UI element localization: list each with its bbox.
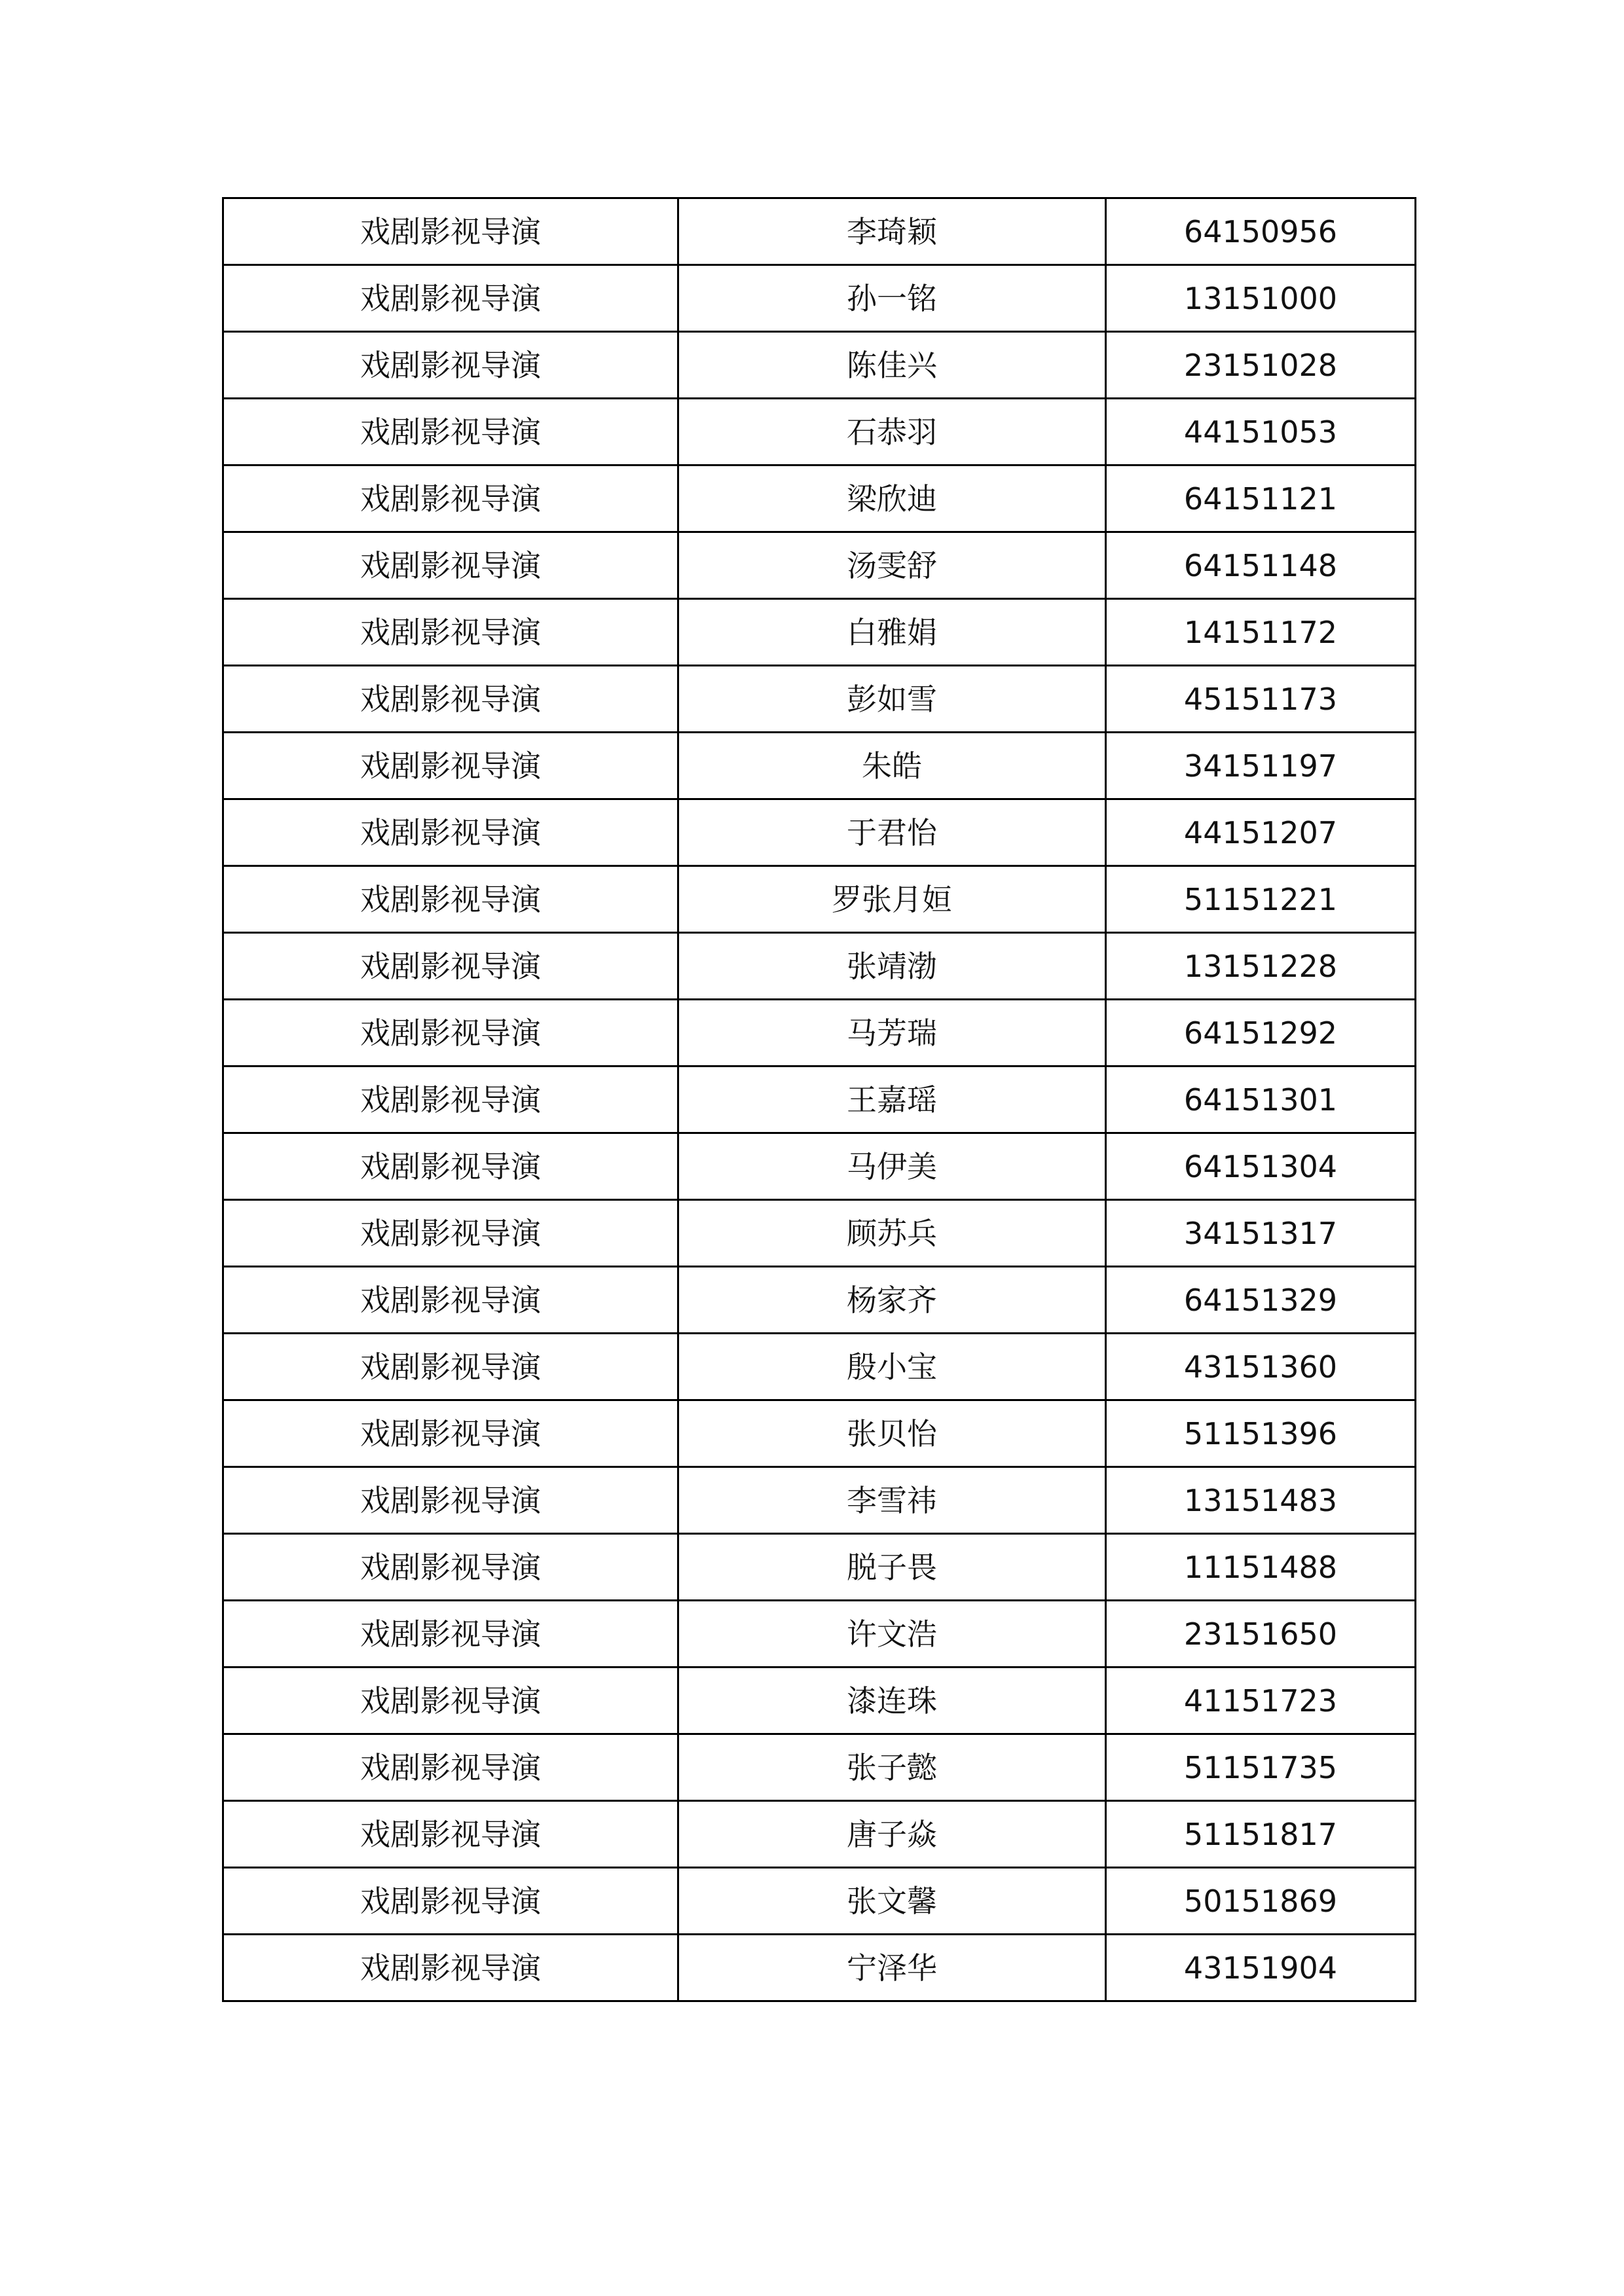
name-cell: 张子懿 <box>678 1734 1106 1801</box>
table-row <box>223 532 1416 599</box>
table-row <box>223 1868 1416 1935</box>
name-cell: 漆连珠 <box>678 1667 1106 1734</box>
id-cell: 64151304 <box>1106 1133 1416 1200</box>
table-row <box>223 1601 1416 1667</box>
major-cell: 戏剧影视导演 <box>223 1200 678 1267</box>
name-cell: 唐子焱 <box>678 1801 1106 1868</box>
table-row <box>223 1467 1416 1534</box>
id-cell: 51151735 <box>1106 1734 1416 1801</box>
id-cell: 14151172 <box>1106 599 1416 666</box>
id-cell: 64151121 <box>1106 465 1416 532</box>
table-row <box>223 1935 1416 2001</box>
candidate-table-body <box>223 198 1416 2001</box>
major-cell: 戏剧影视导演 <box>223 733 678 799</box>
name-cell: 白雅娟 <box>678 599 1106 666</box>
name-cell: 杨家齐 <box>678 1267 1106 1334</box>
major-cell: 戏剧影视导演 <box>223 1667 678 1734</box>
major-cell: 戏剧影视导演 <box>223 1467 678 1534</box>
major-cell: 戏剧影视导演 <box>223 1133 678 1200</box>
major-cell: 戏剧影视导演 <box>223 1000 678 1066</box>
name-cell: 许文浩 <box>678 1601 1106 1667</box>
major-cell: 戏剧影视导演 <box>223 1534 678 1601</box>
table-row <box>223 1000 1416 1066</box>
id-cell: 64151329 <box>1106 1267 1416 1334</box>
name-cell: 脱子畏 <box>678 1534 1106 1601</box>
id-cell: 23151028 <box>1106 332 1416 399</box>
id-cell: 51151396 <box>1106 1400 1416 1467</box>
major-cell: 戏剧影视导演 <box>223 933 678 1000</box>
major-cell: 戏剧影视导演 <box>223 799 678 866</box>
table-row <box>223 1267 1416 1334</box>
major-cell: 戏剧影视导演 <box>223 1601 678 1667</box>
name-cell: 罗张月姮 <box>678 866 1106 933</box>
major-cell: 戏剧影视导演 <box>223 1400 678 1467</box>
id-cell: 64150956 <box>1106 198 1416 265</box>
major-cell: 戏剧影视导演 <box>223 1267 678 1334</box>
table-row <box>223 1133 1416 1200</box>
name-cell: 宁泽华 <box>678 1935 1106 2001</box>
major-cell: 戏剧影视导演 <box>223 1334 678 1400</box>
name-cell: 顾苏兵 <box>678 1200 1106 1267</box>
id-cell: 64151292 <box>1106 1000 1416 1066</box>
name-cell: 于君怡 <box>678 799 1106 866</box>
table-row <box>223 1667 1416 1734</box>
table-row <box>223 799 1416 866</box>
id-cell: 34151197 <box>1106 733 1416 799</box>
table-row <box>223 465 1416 532</box>
name-cell: 马芳瑞 <box>678 1000 1106 1066</box>
table-row <box>223 1734 1416 1801</box>
name-cell: 马伊美 <box>678 1133 1106 1200</box>
name-cell: 张贝怡 <box>678 1400 1106 1467</box>
id-cell: 45151173 <box>1106 666 1416 733</box>
table-row <box>223 733 1416 799</box>
id-cell: 13151483 <box>1106 1467 1416 1534</box>
table-row <box>223 599 1416 666</box>
name-cell: 殷小宝 <box>678 1334 1106 1400</box>
name-cell: 李琦颖 <box>678 198 1106 265</box>
id-cell: 34151317 <box>1106 1200 1416 1267</box>
name-cell: 张靖渤 <box>678 933 1106 1000</box>
major-cell: 戏剧影视导演 <box>223 1935 678 2001</box>
id-cell: 23151650 <box>1106 1601 1416 1667</box>
major-cell: 戏剧影视导演 <box>223 1868 678 1935</box>
candidate-table <box>222 197 1416 2002</box>
table-row <box>223 1400 1416 1467</box>
table-row <box>223 332 1416 399</box>
id-cell: 43151360 <box>1106 1334 1416 1400</box>
name-cell: 陈佳兴 <box>678 332 1106 399</box>
id-cell: 51151221 <box>1106 866 1416 933</box>
id-cell: 44151053 <box>1106 399 1416 465</box>
name-cell: 王嘉瑶 <box>678 1066 1106 1133</box>
table-row <box>223 1334 1416 1400</box>
table-row <box>223 198 1416 265</box>
major-cell: 戏剧影视导演 <box>223 332 678 399</box>
name-cell: 梁欣迪 <box>678 465 1106 532</box>
table-row <box>223 666 1416 733</box>
table-row <box>223 399 1416 465</box>
table-row <box>223 1534 1416 1601</box>
major-cell: 戏剧影视导演 <box>223 1734 678 1801</box>
id-cell: 43151904 <box>1106 1935 1416 2001</box>
major-cell: 戏剧影视导演 <box>223 198 678 265</box>
table-row <box>223 1200 1416 1267</box>
table-row <box>223 265 1416 332</box>
name-cell: 孙一铭 <box>678 265 1106 332</box>
table-row <box>223 1801 1416 1868</box>
name-cell: 彭如雪 <box>678 666 1106 733</box>
major-cell: 戏剧影视导演 <box>223 666 678 733</box>
id-cell: 64151148 <box>1106 532 1416 599</box>
id-cell: 13151000 <box>1106 265 1416 332</box>
major-cell: 戏剧影视导演 <box>223 265 678 332</box>
major-cell: 戏剧影视导演 <box>223 866 678 933</box>
major-cell: 戏剧影视导演 <box>223 1066 678 1133</box>
major-cell: 戏剧影视导演 <box>223 1801 678 1868</box>
name-cell: 朱皓 <box>678 733 1106 799</box>
name-cell: 李雪祎 <box>678 1467 1106 1534</box>
id-cell: 51151817 <box>1106 1801 1416 1868</box>
id-cell: 13151228 <box>1106 933 1416 1000</box>
name-cell: 张文馨 <box>678 1868 1106 1935</box>
table-row <box>223 1066 1416 1133</box>
major-cell: 戏剧影视导演 <box>223 599 678 666</box>
id-cell: 44151207 <box>1106 799 1416 866</box>
table-row <box>223 866 1416 933</box>
major-cell: 戏剧影视导演 <box>223 532 678 599</box>
name-cell: 汤雯舒 <box>678 532 1106 599</box>
id-cell: 64151301 <box>1106 1066 1416 1133</box>
major-cell: 戏剧影视导演 <box>223 399 678 465</box>
id-cell: 11151488 <box>1106 1534 1416 1601</box>
id-cell: 50151869 <box>1106 1868 1416 1935</box>
major-cell: 戏剧影视导演 <box>223 465 678 532</box>
name-cell: 石恭羽 <box>678 399 1106 465</box>
id-cell: 41151723 <box>1106 1667 1416 1734</box>
table-row <box>223 933 1416 1000</box>
